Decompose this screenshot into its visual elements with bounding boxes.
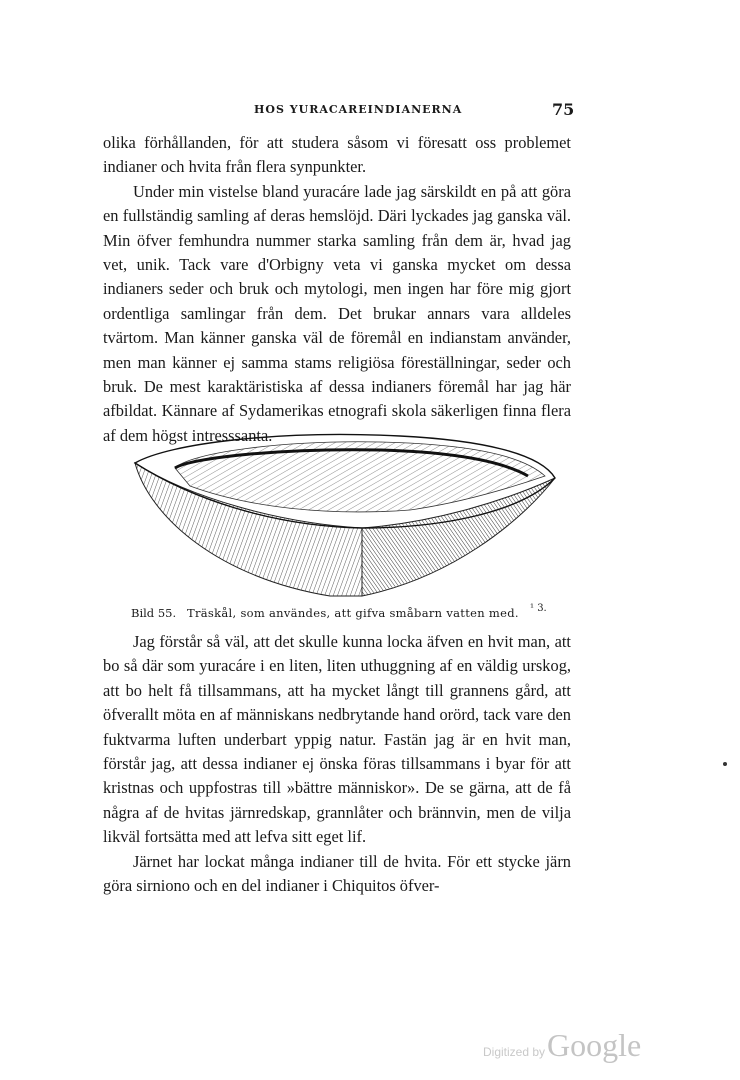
ink-speck	[723, 762, 727, 766]
paragraph: Järnet har lockat många indianer till de hvita. För ett stycke järn göra sirniono och en del indianer i Chiquitos öfver-	[103, 851, 571, 896]
paragraph: olika förhållanden, för att studera såsom vi föresatt oss problemet indianer och hvita från flera synpunkter.	[103, 133, 571, 177]
page-header	[0, 100, 740, 123]
paragraph: Jag förstår så väl, att det skulle kunna locka äfven en hvit man, att bo så där som yuracáre i en liten, liten uthuggning af en väldig urskog, att bo helt få tillsammans, att ha mycket långt till grannens gård, att öfverallt möta en af människans nedbrytande hand orörd, tack vare den fuktvarma luften underbart yppig natur. Fastän jag är en hvit man, förstår jag, att dessa indianer ej önska föras tillsammans i byar för att kristnas och uppfostras till »bättre människor». De se gärna, att de få några af de hvitas järnredskap, grannlåter och brännvin, men de vilja likväl fortsätta med att lefva sitt eget lif.	[103, 632, 571, 847]
wooden-bowl-illustration	[130, 428, 570, 608]
watermark-prefix: Digitized by	[483, 1045, 546, 1059]
caption-text: Träskål, som användes, att gifva småbarn vatten med.	[187, 606, 519, 620]
body-text-top	[103, 131, 571, 448]
google-logo: Google	[547, 1027, 642, 1063]
figure-label: Bild 55.	[131, 606, 177, 620]
paragraph: Under min vistelse bland yuracáre lade jag särskildt en på att göra en fullständig samling af deras hemslöjd. Däri lyckades jag ganska väl. Min öfver femhundra nummer starka samling från dem är, hvad jag vet, unik. Tack vare d'Orbigny veta vi ganska mycket om dessa indianers seder och bruk och mytologi, men ingen har före mig gjort ordentliga samlingar från dem. Det brukar annars vara alldeles tvärtom. Man känner ganska väl de föremål en indianstam använder, men man känner ej samma stams religiösa föreställningar, seder och bruk. De mest karaktäristiska af dessa indianers föremål har jag här afbildat. Kännare af Sydamerikas etnografi skola säkerligen finna flera af dem högst intresssanta.	[103, 181, 571, 445]
body-text-bottom	[103, 630, 571, 898]
running-title: HOS YURACAREINDIANERNA	[254, 103, 463, 116]
page-number: 75	[552, 100, 575, 119]
scale-note: ¹ 3.	[530, 603, 547, 614]
